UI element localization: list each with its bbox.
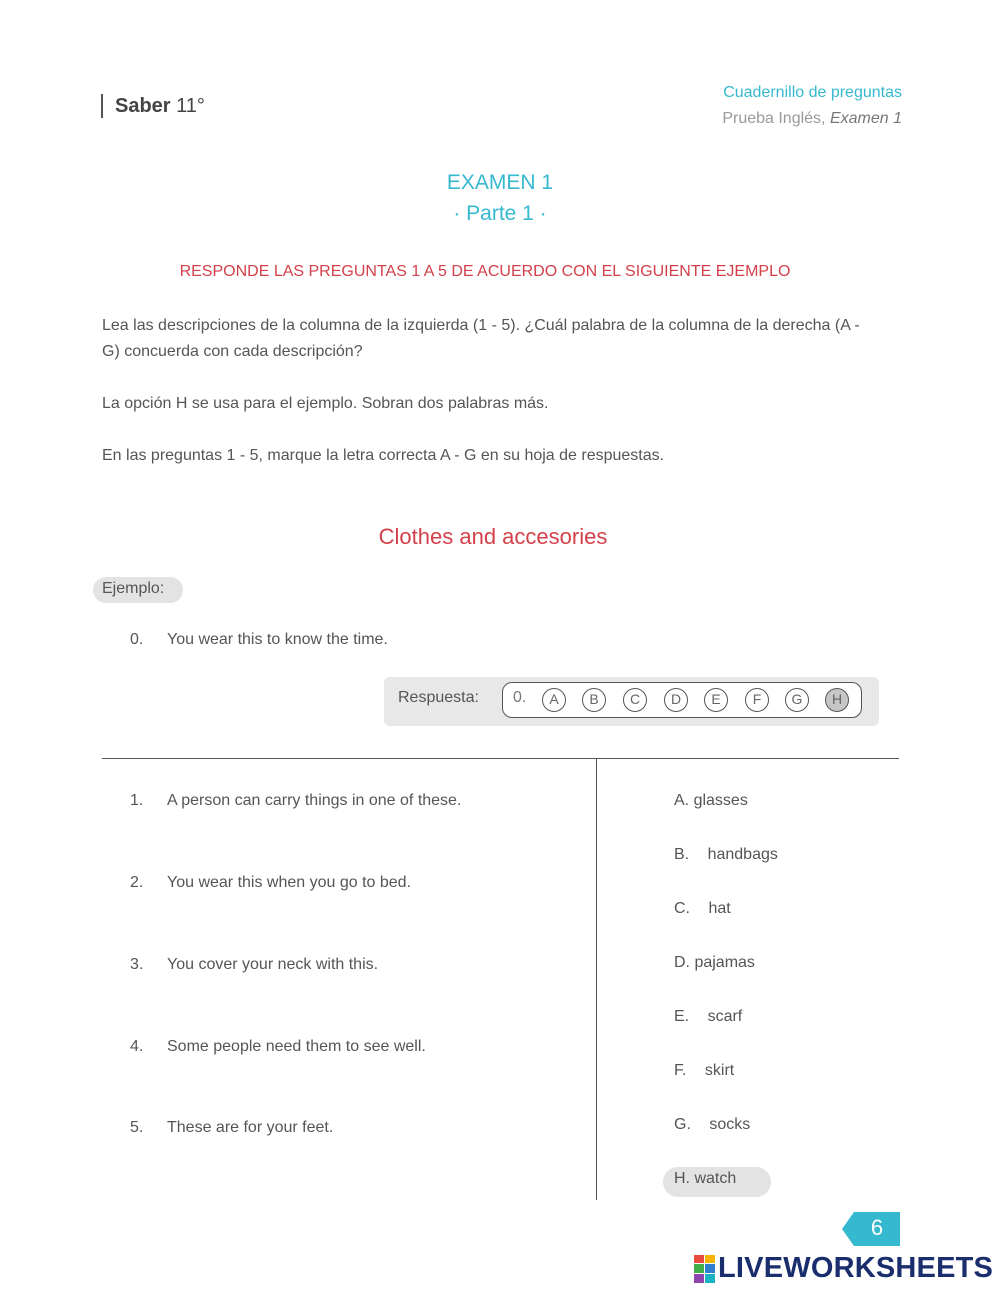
option-h xyxy=(674,1170,736,1188)
answer-bubble-h-selected[interactable]: H xyxy=(825,688,849,712)
option-word: watch xyxy=(694,1170,737,1187)
question-4-number: 4. xyxy=(130,1038,144,1055)
option-letter: A. xyxy=(674,792,690,809)
option-e xyxy=(674,1008,742,1026)
option-c xyxy=(674,900,731,918)
answer-bubble-a[interactable]: A xyxy=(542,688,566,712)
example-label: Ejemplo: xyxy=(93,577,183,603)
question-1-text: A person can carry things in one of these. xyxy=(167,792,462,809)
option-word: skirt xyxy=(704,1062,735,1079)
instructions-paragraph-1: Lea las descripciones de la columna de la izquierda (1 - 5). ¿Cuál palabra de la columna de la derecha (A - G) concuerda con cada descripción? xyxy=(102,317,860,360)
page-number: 6 xyxy=(870,1215,884,1240)
exam-title: EXAMEN 1 xyxy=(446,171,554,194)
test-prefix: Prueba Inglés, xyxy=(722,110,826,127)
header-info xyxy=(722,80,902,132)
booklet-label: Cuadernillo de preguntas xyxy=(723,84,902,101)
brand-name: Saber xyxy=(115,95,171,117)
option-letter: F. xyxy=(674,1062,687,1079)
example-text: You wear this to know the time. xyxy=(167,631,388,648)
answer-bubble-g[interactable]: G xyxy=(785,688,809,712)
option-word: pajamas xyxy=(694,954,755,971)
table-top-divider xyxy=(102,758,899,759)
question-1-number: 1. xyxy=(130,792,144,809)
answer-bubble-b[interactable]: B xyxy=(582,688,606,712)
answer-bubble-f[interactable]: F xyxy=(745,688,769,712)
section-title: Clothes and accesories xyxy=(378,524,608,549)
answer-bubble-c[interactable]: C xyxy=(623,688,647,712)
option-b xyxy=(674,846,778,864)
instructions-heading: RESPONDE LAS PREGUNTAS 1 A 5 DE ACUERDO CON EL SIGUIENTE EJEMPLO xyxy=(179,263,791,280)
liveworksheets-logo-text[interactable]: LIVEWORKSHEETS xyxy=(718,1252,994,1284)
question-5-text: These are for your feet. xyxy=(167,1119,334,1136)
test-label xyxy=(722,106,902,132)
answer-bubble-d[interactable]: D xyxy=(664,688,688,712)
option-a xyxy=(674,792,748,810)
option-word: scarf xyxy=(707,1008,743,1025)
answer-number: 0. xyxy=(513,689,527,706)
question-2-number: 2. xyxy=(130,874,144,891)
option-word: socks xyxy=(709,1116,751,1133)
answer-bubble-e[interactable]: E xyxy=(704,688,728,712)
brand-grade: 11° xyxy=(176,95,205,117)
question-5-number: 5. xyxy=(130,1119,144,1136)
question-3-number: 3. xyxy=(130,956,144,973)
option-letter: B. xyxy=(674,846,690,863)
option-letter: C. xyxy=(674,900,690,917)
question-2-text: You wear this when you go to bed. xyxy=(167,874,412,891)
example-number: 0. xyxy=(130,631,144,648)
instructions-paragraph-3: En las preguntas 1 - 5, marque la letra correcta A - G en su hoja de respuestas. xyxy=(102,447,665,464)
option-f xyxy=(674,1062,734,1080)
column-divider xyxy=(596,758,597,1200)
brand-title xyxy=(101,94,205,118)
option-letter: G. xyxy=(674,1116,691,1133)
option-letter: D. xyxy=(674,954,690,971)
option-letter: E. xyxy=(674,1008,690,1025)
instructions-paragraph-2: La opción H se usa para el ejemplo. Sobran dos palabras más. xyxy=(102,395,549,412)
option-word: glasses xyxy=(693,792,748,809)
question-3-text: You cover your neck with this. xyxy=(167,956,379,973)
option-letter: H. xyxy=(674,1170,690,1187)
part-title: · Parte 1 · xyxy=(453,202,547,225)
option-word: hat xyxy=(708,900,731,917)
option-d xyxy=(674,954,755,972)
answer-label: Respuesta: xyxy=(398,689,479,706)
liveworksheets-logo-icon xyxy=(694,1254,716,1284)
test-exam: Examen 1 xyxy=(829,110,902,127)
option-g xyxy=(674,1116,750,1134)
question-4-text: Some people need them to see well. xyxy=(167,1038,426,1055)
option-word: handbags xyxy=(707,846,778,863)
